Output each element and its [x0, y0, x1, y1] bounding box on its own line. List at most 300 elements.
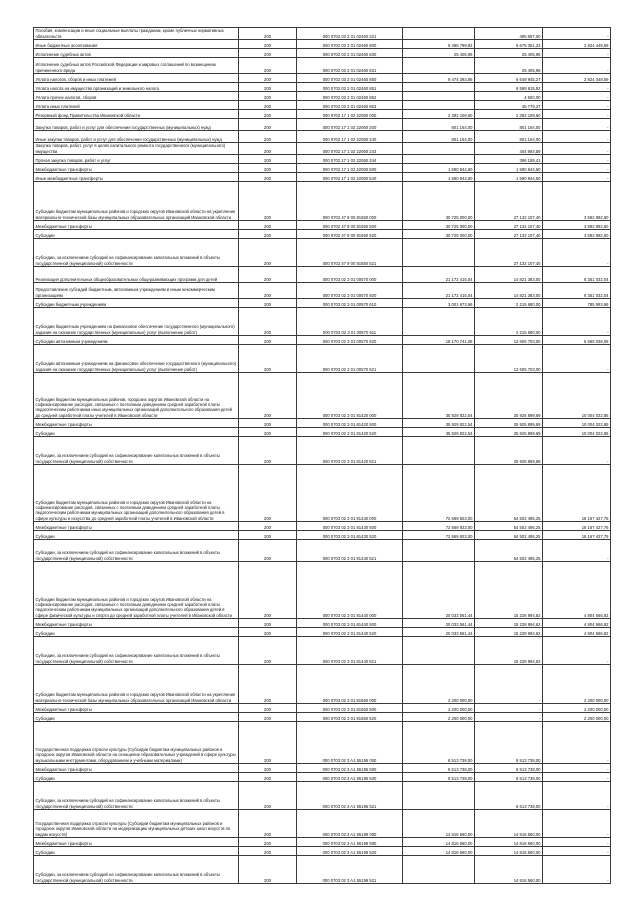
row-code-cell: 200 [239, 345, 297, 373]
table-row [34, 230, 611, 239]
row-exec-cell: 1 590 944,60 [475, 164, 543, 173]
row-kbk-cell: 000 0702 03 2 01 02460 800 [297, 40, 403, 49]
row-kbk-cell: 000 0703 02 3 01 81420 520 [297, 428, 403, 437]
row-name-cell: Субсидии, за исключением субсидий на софинансирование капитальных вложений в объекты государственной (муниципальной) собственности [34, 637, 239, 665]
table-row [34, 58, 611, 74]
row-name-cell: Межбюджетные трансферты [34, 522, 239, 531]
row-kbk-cell: 000 0703 02 3 01 81650 520 [297, 713, 403, 722]
table-row [34, 143, 611, 155]
row-rest-cell: - [543, 101, 611, 110]
row-exec-cell: 15 228 994,62 [475, 628, 543, 637]
row-plan-cell: 30 725 000,00 [403, 221, 475, 230]
row-name-cell: Резервный фонд Правительства Ивановской области [34, 110, 239, 119]
row-plan-cell [403, 101, 475, 110]
row-kbk-cell: 000 0703 02 3 01 00570 621 [297, 345, 403, 373]
row-exec-cell: 14 816 560,00 [475, 810, 543, 838]
row-code-cell: 200 [239, 131, 297, 143]
table-row [34, 92, 611, 101]
row-name-cell: Субсидии бюджетам муниципальных районов и городских округов Ивановской области на софинансирование расходов, связанных с поэтапным доведением средней заработной платы педагогическим работникам муниципальных организаций дополнительного образования детей в сфере физической культуры и спорта до средней заработной платы учителей в Ивановской области [34, 562, 239, 619]
row-plan-cell: 25 405,96 [403, 49, 475, 58]
row-rest-cell: - [543, 119, 611, 131]
row-plan-cell: 14 816 560,00 [403, 838, 475, 847]
row-name-cell: Субсидии, за исключением субсидий на софинансирование капитальных вложений в объекты государственной (муниципальной) собственности [34, 856, 239, 884]
row-code-cell: 200 [239, 856, 297, 884]
row-rest-cell: 18 167 427,75 [543, 522, 611, 531]
row-name-cell: Субсидии бюджетным учреждениям на финансовое обеспечение государственного (муниципального) задания на оказание государственных (муниципальных) услуг (выполнение работ) [34, 308, 239, 336]
row-rest-cell: 10 004 022,85 [543, 428, 611, 437]
row-code-cell: 200 [239, 83, 297, 92]
row-rest-cell: - [543, 92, 611, 101]
row-kbk-cell: 000 0702 03 2 01 02460 850 [297, 74, 403, 83]
row-kbk-cell: 000 0702 03 2 01 02460 852 [297, 92, 403, 101]
row-kbk-cell: 000 0702 17 1 02 22060 540 [297, 173, 403, 182]
row-plan-cell: 35 929 822,54 [403, 419, 475, 428]
row-kbk-cell: 000 0702 03 2 01 02460 853 [297, 101, 403, 110]
table-row [34, 522, 611, 531]
row-name-cell: Межбюджетные трансферты [34, 764, 239, 773]
row-name-cell: Субсидии бюджетам муниципальных районов, городских округов Ивановской области на софинансирование расходов, связанных с поэтапным доведением средней заработной платы педагогическим работникам иных муниципальных организаций дополнительного образования детей до средней заработной платы учителей в Ивановской области [34, 373, 239, 419]
row-name-cell: Иные межбюджетные трансферты [34, 173, 239, 182]
table-row [34, 28, 611, 40]
row-name-cell: Субсидии, за исключением субсидий на софинансирование капитальных вложений в объекты государственной (муниципальной) собственности [34, 239, 239, 267]
row-rest-cell: 5 565 038,08 [543, 336, 611, 345]
row-code-cell: 200 [239, 155, 297, 164]
row-plan-cell: 801 164,00 [403, 119, 475, 131]
row-exec-cell: 14 821 383,00 [475, 283, 543, 299]
row-name-cell: Исполнение судебных актов [34, 49, 239, 58]
table-row [34, 628, 611, 637]
row-kbk-cell: 000 0702 03 2 01 02460 831 [297, 58, 403, 74]
row-name-cell: Субсидии [34, 531, 239, 540]
row-name-cell: Субсидии, за исключением субсидий на софинансирование капитальных вложений в объекты государственной (муниципальной) собственности [34, 437, 239, 465]
row-kbk-cell: 000 0702 47 9 00 81650 521 [297, 239, 403, 267]
table-row [34, 773, 611, 782]
table-row [34, 637, 611, 665]
row-exec-cell: 2 215 680,00 [475, 308, 543, 336]
row-exec-cell: 8 513 738,00 [475, 722, 543, 764]
row-plan-cell: 2 200 000,00 [403, 704, 475, 713]
row-code-cell: 200 [239, 101, 297, 110]
row-rest-cell: 18 167 427,75 [543, 531, 611, 540]
row-plan-cell [403, 239, 475, 267]
row-kbk-cell: 000 0703 02 3 01 00570 620 [297, 336, 403, 345]
row-rest-cell: - [543, 173, 611, 182]
row-plan-cell: 20 033 561,44 [403, 562, 475, 619]
row-code-cell: 200 [239, 437, 297, 465]
row-name-cell: Межбюджетные трансферты [34, 221, 239, 230]
row-plan-cell: 8 513 738,00 [403, 773, 475, 782]
row-code-cell: 200 [239, 40, 297, 49]
row-plan-cell: 9 474 393,86 [403, 74, 475, 83]
row-plan-cell: 35 929 822,54 [403, 428, 475, 437]
row-code-cell: 200 [239, 619, 297, 628]
row-code-cell: 200 [239, 838, 297, 847]
row-code-cell: 200 [239, 562, 297, 619]
row-kbk-cell: 000 0703 02 3 A1 55199 520 [297, 847, 403, 856]
row-code-cell: 200 [239, 221, 297, 230]
row-kbk-cell: 000 0703 02 3 01 81430 521 [297, 540, 403, 562]
table-row [34, 856, 611, 884]
table-row [34, 704, 611, 713]
row-kbk-cell: 000 0703 02 3 A1 55195 521 [297, 782, 403, 810]
table-row [34, 83, 611, 92]
table-row [34, 562, 611, 619]
row-exec-cell: 8 513 738,00 [475, 764, 543, 773]
row-name-cell: Государственная поддержка отрасли культуры (Субсидии бюджетам муниципальных районов и городских округов Ивановской области на оснащение образовательных учреждений в сфере культуры музыкальными инструментами, оборудованием и учебными материалами) [34, 722, 239, 764]
row-rest-cell: - [543, 437, 611, 465]
row-plan-cell: 1 590 944,60 [403, 173, 475, 182]
row-plan-cell: 72 669 923,00 [403, 531, 475, 540]
row-rest-cell: - [543, 540, 611, 562]
row-rest-cell: 2 200 000,00 [543, 665, 611, 704]
row-code-cell: 200 [239, 173, 297, 182]
row-kbk-cell: 000 0702 17 1 02 22060 000 [297, 110, 403, 119]
row-rest-cell: - [543, 810, 611, 838]
table-body [34, 28, 611, 884]
row-name-cell: Закупка товаров, работ и услуг для обеспечения государственных (муниципальных) нужд [34, 119, 239, 131]
row-code-cell: 200 [239, 299, 297, 308]
row-name-cell: Субсидии [34, 428, 239, 437]
row-code-cell: 200 [239, 164, 297, 173]
row-kbk-cell: 000 0703 02 3 01 81440 520 [297, 628, 403, 637]
row-kbk-cell: 000 0703 02 3 A1 55199 000 [297, 810, 403, 838]
row-name-cell: Предоставление субсидий бюджетным, автономным учреждениям и иным некоммерческим организациям [34, 283, 239, 299]
row-rest-cell: - [543, 308, 611, 336]
row-exec-cell: 14 816 560,00 [475, 838, 543, 847]
row-name-cell: Субсидии автономным учреждениям [34, 336, 239, 345]
row-code-cell: 200 [239, 28, 297, 40]
row-rest-cell: - [543, 131, 611, 143]
row-exec-cell: 25 925 899,69 [475, 419, 543, 428]
row-plan-cell [403, 92, 475, 101]
row-plan-cell [403, 540, 475, 562]
row-name-cell: Уплата прочих налогов, сборов [34, 92, 239, 101]
row-plan-cell [403, 28, 475, 40]
row-code-cell: 200 [239, 764, 297, 773]
row-name-cell: Закупка товаров, работ, услуг в целях капитального ремонта государственного (муниципального) имущества [34, 143, 239, 155]
row-kbk-cell: 000 0703 02 3 A1 55199 521 [297, 856, 403, 884]
row-rest-cell: - [543, 773, 611, 782]
row-code-cell: 200 [239, 308, 297, 336]
row-exec-cell: 54 502 495,25 [475, 465, 543, 522]
table-row [34, 221, 611, 230]
row-plan-cell [403, 143, 475, 155]
row-name-cell: Пособия, компенсации и иные социальные выплаты гражданам, кроме публичных нормативных обязательств [34, 28, 239, 40]
row-name-cell: Уплата иных платежей [34, 101, 239, 110]
row-plan-cell [403, 308, 475, 336]
row-name-cell: Субсидии бюджетам муниципальных районов и городских округов Ивановской области на софинансирование расходов, связанных с поэтапным доведением средней заработной платы педагогическим работникам муниципальных организаций дополнительного образования детей в сфере культуры и искусства до средней заработной платы учителей в Ивановской области [34, 465, 239, 522]
row-kbk-cell: 000 0703 02 3 A1 55199 500 [297, 838, 403, 847]
row-code-cell: 200 [239, 74, 297, 83]
table-row [34, 540, 611, 562]
row-kbk-cell: 000 0703 02 3 01 81650 000 [297, 665, 403, 704]
row-kbk-cell: 000 0703 02 3 A1 55195 500 [297, 764, 403, 773]
row-exec-cell: 2 392 108,60 [475, 110, 543, 119]
row-rest-cell: - [543, 28, 611, 40]
row-code-cell: 200 [239, 428, 297, 437]
row-name-cell: Субсидии, за исключением субсидий на софинансирование капитальных вложений в объекты государственной (муниципальной) собственности [34, 540, 239, 562]
row-rest-cell: 10 004 022,85 [543, 373, 611, 419]
row-code-cell: 200 [239, 182, 297, 221]
row-exec-cell: 485 697,00 [475, 28, 543, 40]
row-code-cell: 200 [239, 531, 297, 540]
row-exec-cell: 12 605 703,00 [475, 336, 543, 345]
row-plan-cell [403, 782, 475, 810]
row-name-cell: Межбюджетные трансферты [34, 838, 239, 847]
table-row [34, 110, 611, 119]
table-row [34, 239, 611, 267]
row-exec-cell: 25 925 899,69 [475, 373, 543, 419]
row-plan-cell: 21 172 415,04 [403, 267, 475, 283]
table-row [34, 345, 611, 373]
row-rest-cell: 2 200 000,00 [543, 713, 611, 722]
row-name-cell: Иные бюджетные ассигнования [34, 40, 239, 49]
row-code-cell: 200 [239, 773, 297, 782]
row-name-cell: Субсидии [34, 847, 239, 856]
budget-execution-table [33, 27, 611, 884]
row-plan-cell: 9 498 799,82 [403, 40, 475, 49]
table-row [34, 49, 611, 58]
row-code-cell: 200 [239, 283, 297, 299]
row-kbk-cell: 000 0703 02 3 01 00570 600 [297, 283, 403, 299]
row-exec-cell: 1 590 944,60 [475, 173, 543, 182]
row-name-cell: Уплата налогов, сборов и иных платежей [34, 74, 239, 83]
row-code-cell: 200 [239, 110, 297, 119]
row-plan-cell: 20 033 561,44 [403, 628, 475, 637]
row-exec-cell: 6 599 615,92 [475, 83, 543, 92]
row-exec-cell: 27 132 107,40 [475, 239, 543, 267]
row-exec-cell: 2 215 680,00 [475, 299, 543, 308]
table-row [34, 173, 611, 182]
row-plan-cell: 30 725 000,00 [403, 230, 475, 239]
row-rest-cell: 2 824 448,59 [543, 40, 611, 49]
row-plan-cell: 2 200 000,00 [403, 713, 475, 722]
table-row [34, 299, 611, 308]
row-name-cell: Субсидии автономным учреждениям на финансовое обеспечение государственного (муниципального) задания на оказание государственных (муниципальных) услуг (выполнение работ) [34, 345, 239, 373]
row-exec-cell: 54 502 495,25 [475, 540, 543, 562]
row-rest-cell: 6 351 032,04 [543, 267, 611, 283]
row-code-cell: 200 [239, 267, 297, 283]
row-code-cell: 200 [239, 637, 297, 665]
row-kbk-cell: 000 0703 02 3 01 81420 000 [297, 373, 403, 419]
row-rest-cell: 2 824 448,59 [543, 74, 611, 83]
table-row [34, 74, 611, 83]
row-exec-cell: 14 816 560,00 [475, 847, 543, 856]
row-exec-cell: 15 228 994,62 [475, 619, 543, 628]
row-plan-cell: 2 200 000,00 [403, 665, 475, 704]
row-plan-cell: 72 669 923,00 [403, 465, 475, 522]
row-rest-cell: - [543, 164, 611, 173]
row-rest-cell: 4 804 566,82 [543, 628, 611, 637]
row-exec-cell: 15 228 994,62 [475, 562, 543, 619]
row-exec-cell: 27 132 107,40 [475, 182, 543, 221]
table-row [34, 40, 611, 49]
row-plan-cell: 14 816 560,00 [403, 847, 475, 856]
row-name-cell: Субсидии бюджетам муниципальных районов и городских округов Ивановской области на укрепление материально-технической базы муниципальных образовательных организаций Ивановской области [34, 182, 239, 221]
table-row [34, 764, 611, 773]
table-row [34, 713, 611, 722]
row-name-cell: Субсидии [34, 230, 239, 239]
row-rest-cell: - [543, 838, 611, 847]
row-rest-cell: - [543, 345, 611, 373]
row-rest-cell: - [543, 637, 611, 665]
table-row [34, 838, 611, 847]
row-code-cell: 200 [239, 92, 297, 101]
row-exec-cell: 14 821 383,00 [475, 267, 543, 283]
row-kbk-cell: 000 0703 02 3 01 81420 521 [297, 437, 403, 465]
row-kbk-cell: 000 0702 17 1 02 22060 200 [297, 119, 403, 131]
row-plan-cell [403, 58, 475, 74]
row-rest-cell: 785 993,96 [543, 299, 611, 308]
row-kbk-cell: 000 0702 47 9 00 81650 000 [297, 182, 403, 221]
row-exec-cell: 15 228 994,62 [475, 637, 543, 665]
table-row [34, 437, 611, 465]
row-kbk-cell: 000 0703 02 3 01 81420 500 [297, 419, 403, 428]
row-rest-cell: 18 167 427,75 [543, 465, 611, 522]
row-name-cell: Исполнение судебных актов Российской Федерации и мировых соглашений по возмещению причиненного вреда [34, 58, 239, 74]
row-kbk-cell: 000 0703 02 3 01 00570 611 [297, 308, 403, 336]
row-rest-cell: - [543, 110, 611, 119]
row-code-cell: 200 [239, 722, 297, 764]
budget-report-page [33, 27, 610, 884]
row-kbk-cell: 000 0703 02 3 01 00570 610 [297, 299, 403, 308]
row-kbk-cell: 000 0702 03 2 01 02460 321 [297, 28, 403, 40]
row-name-cell: Межбюджетные трансферты [34, 164, 239, 173]
row-name-cell: Субсидии [34, 628, 239, 637]
row-plan-cell [403, 345, 475, 373]
table-row [34, 283, 611, 299]
table-row [34, 267, 611, 283]
row-exec-cell: 54 502 495,25 [475, 522, 543, 531]
row-name-cell: Иные закупки товаров, работ и услуг для обеспечения государственных (муниципальных) нужд [34, 131, 239, 143]
row-plan-cell: 20 033 561,44 [403, 619, 475, 628]
row-kbk-cell: 000 0702 03 2 01 02460 830 [297, 49, 403, 58]
row-name-cell: Прочая закупка товаров, работ и услуг [34, 155, 239, 164]
table-row [34, 182, 611, 221]
row-kbk-cell: 000 0703 02 3 01 81430 500 [297, 522, 403, 531]
row-rest-cell: 3 592 892,60 [543, 230, 611, 239]
row-code-cell: 200 [239, 336, 297, 345]
row-exec-cell: 396 189,41 [475, 155, 543, 164]
row-name-cell: Межбюджетные трансферты [34, 619, 239, 628]
row-name-cell: Субсидии бюджетам муниципальных районов и городских округов Ивановской области на укрепление материально-технической базы муниципальных образовательных организаций Ивановской области [34, 665, 239, 704]
row-rest-cell: 2 200 000,00 [543, 704, 611, 713]
row-exec-cell: 12 605 703,00 [475, 345, 543, 373]
row-exec-cell: 801 164,00 [475, 131, 543, 143]
row-code-cell: 200 [239, 540, 297, 562]
row-name-cell: Уплата налога на имущество организаций и земельного налога [34, 83, 239, 92]
row-exec-cell: 25 925 899,69 [475, 437, 543, 465]
row-rest-cell: 3 592 892,60 [543, 182, 611, 221]
row-kbk-cell: 000 0702 17 1 02 22060 244 [297, 155, 403, 164]
row-exec-cell: 27 132 107,40 [475, 230, 543, 239]
row-name-cell: Межбюджетные трансферты [34, 419, 239, 428]
row-plan-cell [403, 155, 475, 164]
row-rest-cell: 10 004 022,85 [543, 419, 611, 428]
row-code-cell: 200 [239, 143, 297, 155]
row-rest-cell: 3 592 892,60 [543, 221, 611, 230]
row-exec-cell: 45 779,37 [475, 101, 543, 110]
row-exec-cell: 404 984,59 [475, 143, 543, 155]
table-row [34, 419, 611, 428]
row-rest-cell: - [543, 847, 611, 856]
row-rest-cell: 4 804 566,82 [543, 562, 611, 619]
table-row [34, 810, 611, 838]
row-exec-cell: - [475, 665, 543, 704]
row-plan-cell [403, 637, 475, 665]
table-row [34, 465, 611, 522]
row-rest-cell: 4 804 566,82 [543, 619, 611, 628]
row-rest-cell: - [543, 155, 611, 164]
row-code-cell: 200 [239, 665, 297, 704]
row-plan-cell: 35 929 822,54 [403, 373, 475, 419]
row-code-cell: 200 [239, 522, 297, 531]
row-name-cell: Межбюджетные трансферты [34, 704, 239, 713]
row-kbk-cell: 000 0702 17 1 02 22060 243 [297, 143, 403, 155]
table-row [34, 131, 611, 143]
row-code-cell: 200 [239, 419, 297, 428]
row-exec-cell: 801 164,00 [475, 119, 543, 131]
row-rest-cell: 6 351 032,04 [543, 283, 611, 299]
row-rest-cell: - [543, 722, 611, 764]
row-kbk-cell: 000 0702 17 1 02 22060 500 [297, 164, 403, 173]
row-exec-cell: 25 405,96 [475, 49, 543, 58]
row-plan-cell [403, 856, 475, 884]
row-name-cell: Субсидии [34, 773, 239, 782]
row-rest-cell: - [543, 143, 611, 155]
row-plan-cell: 72 669 923,00 [403, 522, 475, 531]
row-plan-cell [403, 83, 475, 92]
row-code-cell: 200 [239, 58, 297, 74]
row-kbk-cell: 000 0703 02 3 01 81650 500 [297, 704, 403, 713]
row-kbk-cell: 000 0702 03 2 01 02460 851 [297, 83, 403, 92]
row-rest-cell: - [543, 856, 611, 884]
row-kbk-cell: 000 0703 02 3 A1 55195 000 [297, 722, 403, 764]
row-code-cell: 200 [239, 704, 297, 713]
row-code-cell: 200 [239, 847, 297, 856]
row-exec-cell: 14 816 560,00 [475, 856, 543, 884]
row-rest-cell: - [543, 782, 611, 810]
table-row [34, 373, 611, 419]
row-exec-cell: 6 675 351,23 [475, 40, 543, 49]
row-plan-cell: 8 513 738,00 [403, 722, 475, 764]
table-row [34, 164, 611, 173]
row-plan-cell: 21 172 415,04 [403, 283, 475, 299]
row-kbk-cell: 000 0703 02 3 01 81440 521 [297, 637, 403, 665]
table-row [34, 665, 611, 704]
row-kbk-cell: 000 0702 47 9 00 81650 520 [297, 230, 403, 239]
row-exec-cell: 4 550,00 [475, 92, 543, 101]
row-code-cell: 200 [239, 230, 297, 239]
row-name-cell: Реализация дополнительных общеобразовательных общеразвивающих программ для детей [34, 267, 239, 283]
row-kbk-cell: 000 0702 47 9 00 81650 500 [297, 221, 403, 230]
row-exec-cell: 25 925 899,69 [475, 428, 543, 437]
row-rest-cell: - [543, 764, 611, 773]
row-exec-cell: 8 513 738,00 [475, 773, 543, 782]
table-row [34, 155, 611, 164]
table-row [34, 101, 611, 110]
table-row [34, 782, 611, 810]
row-exec-cell: 8 513 738,00 [475, 782, 543, 810]
row-rest-cell: - [543, 83, 611, 92]
table-row [34, 619, 611, 628]
row-rest-cell: - [543, 58, 611, 74]
row-rest-cell: - [543, 239, 611, 267]
row-kbk-cell: 000 0703 02 3 01 81440 000 [297, 562, 403, 619]
row-code-cell: 200 [239, 782, 297, 810]
row-kbk-cell: 000 0703 02 3 01 81440 500 [297, 619, 403, 628]
table-row [34, 428, 611, 437]
